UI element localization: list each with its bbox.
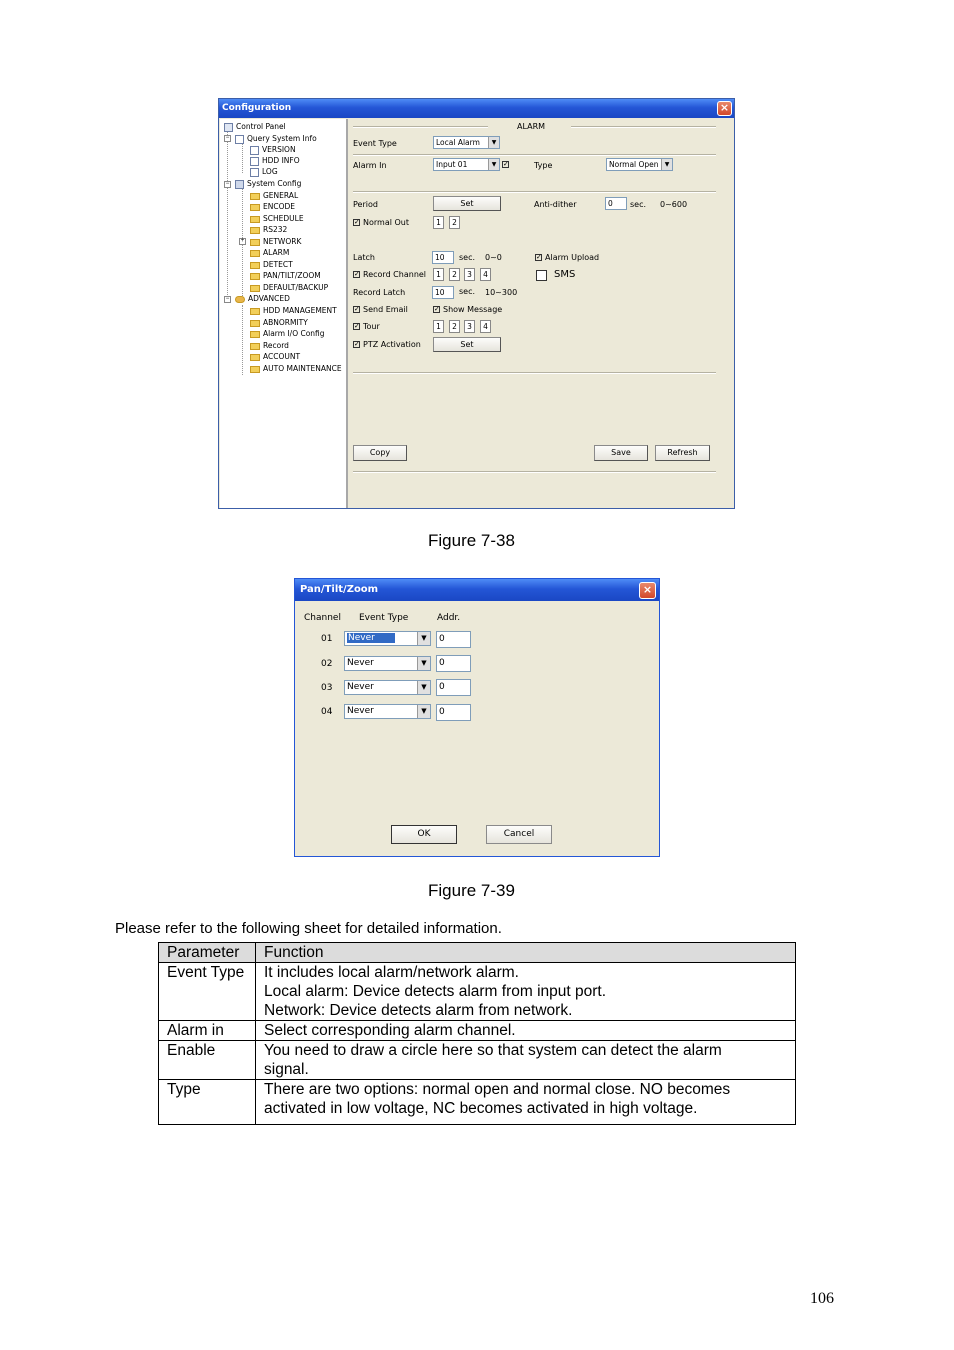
- function-cell: Select corresponding alarm channel.: [256, 1021, 796, 1041]
- tree-item-alarm-io-config[interactable]: Alarm I/O Config: [250, 329, 325, 338]
- type-dropdown[interactable]: Normal Open ▼: [606, 158, 673, 171]
- addr-input[interactable]: 0: [436, 679, 471, 696]
- folder-icon: [250, 285, 260, 292]
- channel-label: 02: [321, 659, 333, 669]
- configuration-window: [218, 98, 735, 509]
- alarm-in-dropdown[interactable]: Input 01 ▼: [433, 158, 500, 171]
- latch-range: 0~0: [485, 253, 502, 262]
- note-icon: [250, 168, 259, 177]
- channel-label: 03: [321, 683, 333, 693]
- anti-dither-range: 0~600: [660, 200, 688, 209]
- tree-query-system-info[interactable]: Query System Info: [235, 134, 317, 144]
- collapse-icon[interactable]: −: [225, 296, 230, 302]
- tree-item-version[interactable]: VERSION: [250, 145, 296, 155]
- folder-icon: [250, 320, 260, 327]
- copy-button[interactable]: Copy: [353, 445, 407, 461]
- send-email-checkbox[interactable]: ✓ Send Email: [354, 305, 408, 314]
- section-title: ALARM: [517, 122, 546, 131]
- tour-channel-3[interactable]: 3: [464, 320, 475, 333]
- save-button[interactable]: Save: [594, 445, 648, 461]
- chevron-down-icon: ▼: [488, 137, 499, 148]
- param-cell: Enable: [159, 1041, 256, 1080]
- table-row: [159, 1041, 796, 1080]
- navigation-tree: [220, 119, 348, 508]
- event-type-dropdown[interactable]: Never ▼: [344, 631, 431, 646]
- tree-item-rs232[interactable]: RS232: [250, 225, 287, 234]
- intro-paragraph: Please refer to the following sheet for detailed information.: [115, 920, 502, 937]
- page-number: 106: [810, 1290, 834, 1307]
- event-type-column-header: Event Type: [359, 613, 409, 623]
- checkmark-icon: ✓: [536, 253, 542, 261]
- addr-input[interactable]: 0: [436, 655, 471, 672]
- event-type-dropdown[interactable]: Never ▼: [344, 680, 431, 695]
- addr-column-header: Addr.: [437, 613, 461, 623]
- folder-icon: [250, 262, 260, 269]
- ptz-window: [294, 578, 660, 857]
- enable-checkbox[interactable]: [502, 160, 512, 169]
- function-cell: It includes local alarm/network alarm. Local alarm: Device detects alarm from input port. Network: Device detects alarm from network.: [256, 963, 796, 1021]
- checkmark-icon: ✓: [354, 340, 360, 348]
- chevron-down-icon: ▼: [417, 681, 430, 694]
- channel-label: 04: [321, 707, 333, 717]
- tree-item-ptz[interactable]: PAN/TILT/ZOOM: [250, 271, 321, 280]
- function-cell: You need to draw a circle here so that system can detect the alarm signal.: [256, 1041, 796, 1080]
- chevron-down-icon: ▼: [417, 632, 430, 645]
- sms-checkbox[interactable]: [536, 270, 547, 281]
- tree-item-schedule[interactable]: SCHEDULE: [250, 214, 304, 223]
- record-channel-4[interactable]: 4: [480, 268, 491, 281]
- refresh-button[interactable]: Refresh: [655, 445, 710, 461]
- close-button[interactable]: ×: [639, 582, 656, 599]
- tree-item-encode[interactable]: ENCODE: [250, 202, 295, 211]
- event-type-label: Event Type: [353, 139, 397, 148]
- note-icon: [235, 135, 244, 144]
- collapse-icon[interactable]: −: [225, 181, 230, 187]
- anti-dither-input[interactable]: 0: [605, 197, 627, 210]
- tree-item-network[interactable]: NETWORK: [250, 237, 301, 246]
- note-icon: [250, 157, 259, 166]
- title-bar: [295, 579, 659, 601]
- folder-icon: [250, 366, 260, 373]
- table-row: [159, 1021, 796, 1041]
- tree-system-config[interactable]: System Config: [235, 179, 301, 189]
- record-latch-label: Record Latch: [353, 288, 406, 297]
- tree-item-abnormity[interactable]: ABNORMITY: [250, 318, 308, 327]
- window-title: Configuration: [222, 103, 292, 113]
- normal-out-channel-1[interactable]: 1: [433, 216, 444, 229]
- latch-unit: sec.: [459, 253, 476, 262]
- parameter-header: Parameter: [159, 943, 256, 963]
- figure-caption: Figure 7-38: [428, 531, 515, 550]
- ptz-set-button[interactable]: Set: [433, 337, 501, 352]
- addr-input[interactable]: 0: [436, 631, 471, 648]
- alarm-in-label: Alarm In: [353, 161, 387, 170]
- tree-item-detect[interactable]: DETECT: [250, 260, 293, 269]
- record-latch-unit: sec.: [459, 287, 476, 296]
- folder-icon: [250, 273, 260, 280]
- window-title: Pan/Tilt/Zoom: [300, 584, 379, 595]
- table-row: [159, 1080, 796, 1125]
- table-row: [159, 963, 796, 1021]
- record-latch-range: 10~300: [485, 288, 518, 297]
- param-cell: Type: [159, 1080, 256, 1125]
- period-label: Period: [353, 200, 378, 209]
- tree-item-alarm[interactable]: ALARM: [250, 248, 289, 257]
- folder-icon: [250, 308, 260, 315]
- show-message-checkbox[interactable]: ✓ Show Message: [434, 305, 503, 314]
- folder-icon: [250, 239, 260, 246]
- checkmark-icon: ✓: [503, 160, 509, 168]
- checkmark-icon: ✓: [354, 322, 360, 330]
- chevron-down-icon: ▼: [661, 159, 672, 170]
- parameter-table: [158, 942, 796, 1125]
- event-type-dropdown[interactable]: Local Alarm ▼: [433, 136, 500, 149]
- expand-icon[interactable]: +: [240, 238, 245, 244]
- latch-label: Latch: [353, 253, 375, 262]
- event-type-dropdown[interactable]: Never ▼: [344, 656, 431, 671]
- tree-item-default-backup[interactable]: DEFAULT/BACKUP: [250, 283, 328, 292]
- tour-channel-2[interactable]: 2: [449, 320, 460, 333]
- tree-item-auto-maintenance[interactable]: AUTO MAINTENANCE: [250, 364, 342, 373]
- record-channel-3[interactable]: 3: [464, 268, 475, 281]
- note-icon: [250, 146, 259, 155]
- channel-column-header: Channel: [304, 613, 341, 623]
- sms-label: SMS: [554, 269, 576, 280]
- folder-icon: [250, 250, 260, 257]
- record-channel-1[interactable]: 1: [433, 268, 444, 281]
- title-bar: [219, 99, 734, 118]
- checkmark-icon: ✓: [354, 270, 360, 278]
- chevron-down-icon: ▼: [488, 159, 499, 170]
- checkmark-icon: ✓: [434, 305, 440, 313]
- close-button[interactable]: ×: [717, 101, 732, 116]
- chevron-down-icon: ▼: [417, 657, 430, 670]
- function-header: Function: [256, 943, 796, 963]
- latch-input[interactable]: 10: [432, 251, 454, 264]
- type-label: Type: [534, 161, 553, 170]
- ok-button[interactable]: OK: [391, 825, 457, 844]
- folder-icon: [250, 193, 260, 200]
- normal-out-channel-2[interactable]: 2: [449, 216, 460, 229]
- tree-item-record[interactable]: Record: [250, 341, 289, 350]
- folder-icon: [250, 204, 260, 211]
- folder-icon: [250, 331, 260, 338]
- tour-channel-1[interactable]: 1: [433, 320, 444, 333]
- folder-icon: [250, 216, 260, 223]
- event-type-dropdown[interactable]: Never ▼: [344, 704, 431, 719]
- folder-icon: [250, 343, 260, 350]
- tour-checkbox[interactable]: ✓ Tour: [354, 322, 380, 331]
- tree-advanced[interactable]: ADVANCED: [235, 294, 290, 303]
- alarm-upload-checkbox[interactable]: ✓ Alarm Upload: [536, 253, 600, 262]
- advanced-icon: [235, 296, 245, 303]
- param-cell: Event Type: [159, 963, 256, 1021]
- tree-item-account[interactable]: ACCOUNT: [250, 352, 300, 361]
- tour-channel-4[interactable]: 4: [480, 320, 491, 333]
- anti-dither-unit: sec.: [630, 200, 647, 209]
- tree-item-hdd-management[interactable]: HDD MANAGEMENT: [250, 306, 337, 315]
- chevron-down-icon: ▼: [417, 705, 430, 718]
- param-cell: Alarm in: [159, 1021, 256, 1041]
- folder-icon: [250, 227, 260, 234]
- collapse-icon[interactable]: −: [225, 135, 230, 141]
- anti-dither-label: Anti-dither: [534, 200, 577, 209]
- record-channel-2[interactable]: 2: [449, 268, 460, 281]
- tree-item-log[interactable]: LOG: [250, 167, 278, 177]
- period-set-button[interactable]: Set: [433, 196, 501, 211]
- figure-caption: Figure 7-39: [428, 881, 515, 900]
- tree-item-hdd-info[interactable]: HDD INFO: [250, 156, 300, 166]
- cancel-button[interactable]: Cancel: [486, 825, 552, 844]
- tree-root[interactable]: Control Panel: [224, 122, 286, 132]
- record-channel-checkbox[interactable]: ✓ Record Channel: [354, 270, 427, 279]
- tree-item-general[interactable]: GENERAL: [250, 191, 298, 200]
- function-cell: There are two options: normal open and normal close. NO becomes activated in low voltage, NC becomes activated in high voltage.: [256, 1080, 796, 1125]
- channel-label: 01: [321, 634, 333, 644]
- addr-input[interactable]: 0: [436, 704, 471, 721]
- control-panel-icon: [224, 123, 233, 132]
- record-latch-input[interactable]: 10: [432, 286, 454, 299]
- checkmark-icon: ✓: [354, 218, 360, 226]
- tools-icon: [235, 180, 244, 189]
- checkmark-icon: ✓: [354, 305, 360, 313]
- normal-out-checkbox[interactable]: ✓ Normal Out: [354, 218, 409, 227]
- table-header-row: [159, 943, 796, 963]
- ptz-activation-checkbox[interactable]: ✓ PTZ Activation: [354, 340, 421, 349]
- folder-icon: [250, 354, 260, 361]
